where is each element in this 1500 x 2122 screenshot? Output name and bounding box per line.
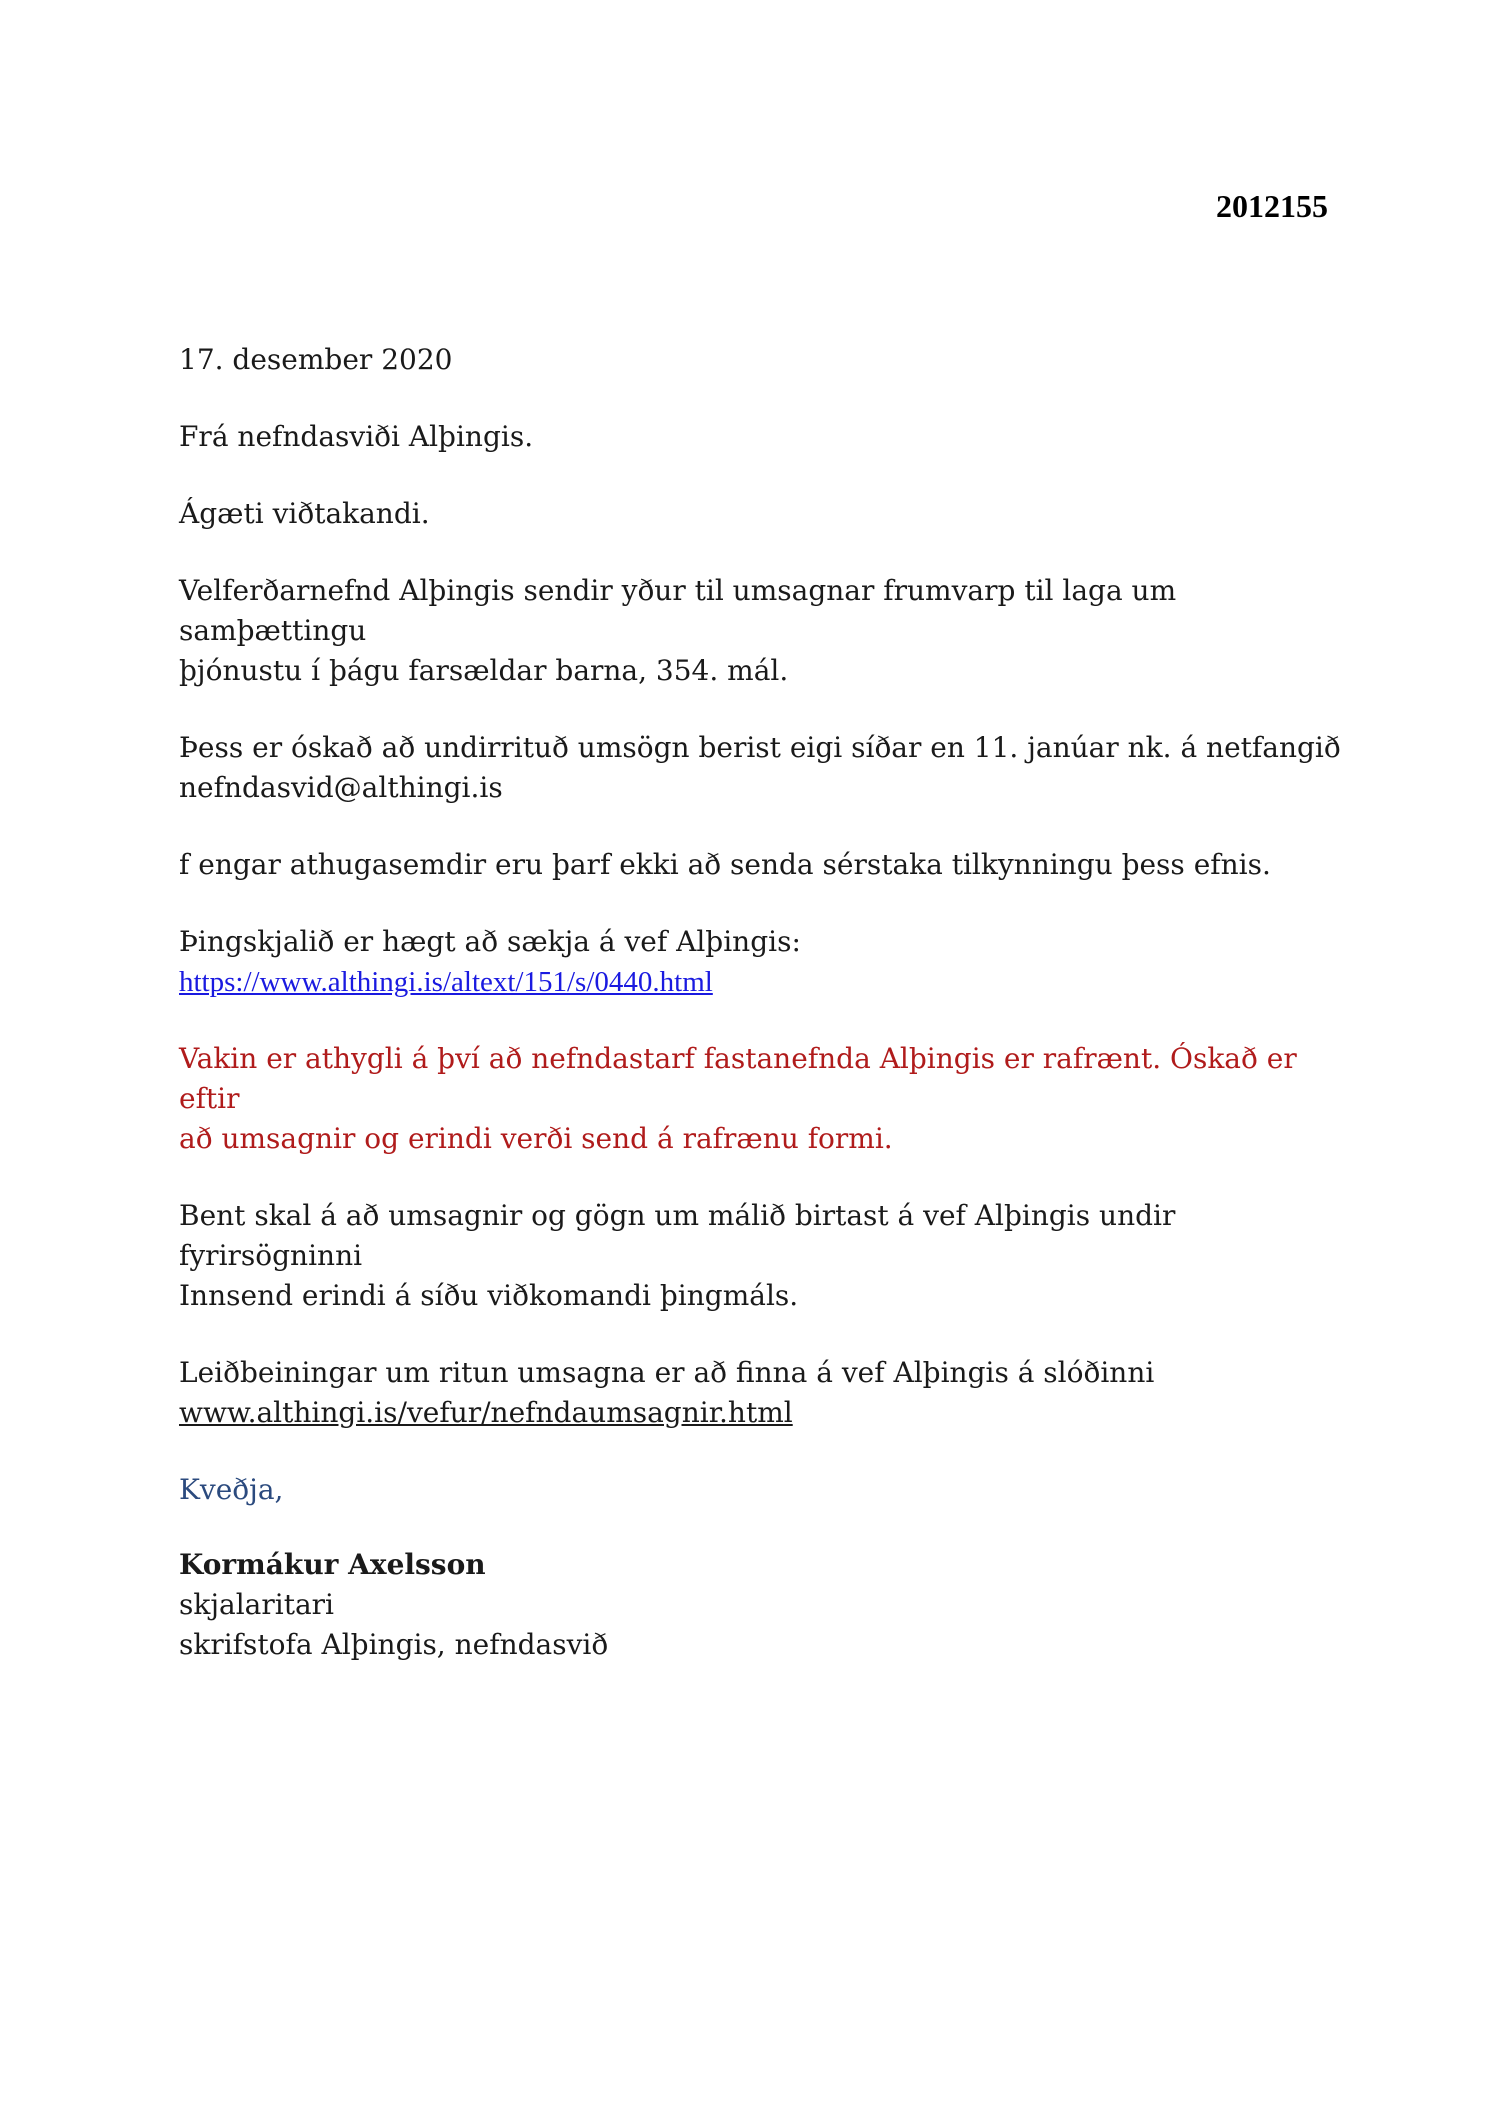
paragraph-deadline-line1: Þess er óskað að undirrituð umsögn berist eigi síðar en 11. janúar nk. á netfangið [179, 731, 1341, 764]
email-address: nefndasvid@althingi.is [179, 771, 503, 804]
paragraph-electronic-notice-line1: Vakin er athygli á því að nefndastarf fastanefnda Alþingis er rafrænt. Óskað er eftir [179, 1042, 1297, 1115]
guidelines-link[interactable]: www.althingi.is/vefur/nefndaumsagnir.html [179, 1396, 793, 1429]
paragraph-document-link [179, 922, 1349, 1002]
paragraph-publication-line1: Bent skal á að umsagnir og gögn um málið birtast á vef Alþingis undir fyrirsögninni [179, 1199, 1176, 1272]
letter-date: 17. desember 2020 [179, 343, 453, 376]
signature-title: skjalaritari [179, 1588, 334, 1621]
signature-block [179, 1545, 1349, 1665]
paragraph-deadline [179, 728, 1349, 808]
paragraph-document-link-line1: Þingskjalið er hægt að sækja á vef Alþingis: [179, 925, 801, 958]
letter-salutation: Ágæti viðtakandi. [179, 497, 430, 530]
closing-greeting: Kveðja, [179, 1473, 284, 1506]
paragraph-publication-line2: Innsend erindi á síðu viðkomandi þingmáls. [179, 1279, 799, 1312]
paragraph-guidelines-line1: Leiðbeiningar um ritun umsagna er að finna á vef Alþingis á slóðinni [179, 1356, 1155, 1389]
paragraph-request-line2: þjónustu í þágu farsældar barna, 354. mál. [179, 654, 789, 687]
letter-sender: Frá nefndasviði Alþingis. [179, 420, 534, 453]
letter-body [179, 340, 1349, 1702]
document-link[interactable]: https://www.althingi.is/altext/151/s/0440.html [179, 966, 713, 998]
signature-office: skrifstofa Alþingis, nefndasvið [179, 1628, 609, 1661]
paragraph-guidelines [179, 1353, 1349, 1433]
paragraph-electronic-notice-line2: að umsagnir og erindi verði send á rafrænu formi. [179, 1122, 893, 1155]
signature-name: Kormákur Axelsson [179, 1548, 486, 1581]
paragraph-request-line1: Velferðarnefnd Alþingis sendir yður til umsagnar frumvarp til laga um samþættingu [179, 574, 1177, 647]
paragraph-publication [179, 1196, 1349, 1316]
paragraph-no-comments: f engar athugasemdir eru þarf ekki að senda sérstaka tilkynningu þess efnis. [179, 848, 1271, 881]
document-number: 2012155 [1216, 188, 1328, 224]
paragraph-electronic-notice [179, 1039, 1349, 1159]
paragraph-request [179, 571, 1349, 691]
